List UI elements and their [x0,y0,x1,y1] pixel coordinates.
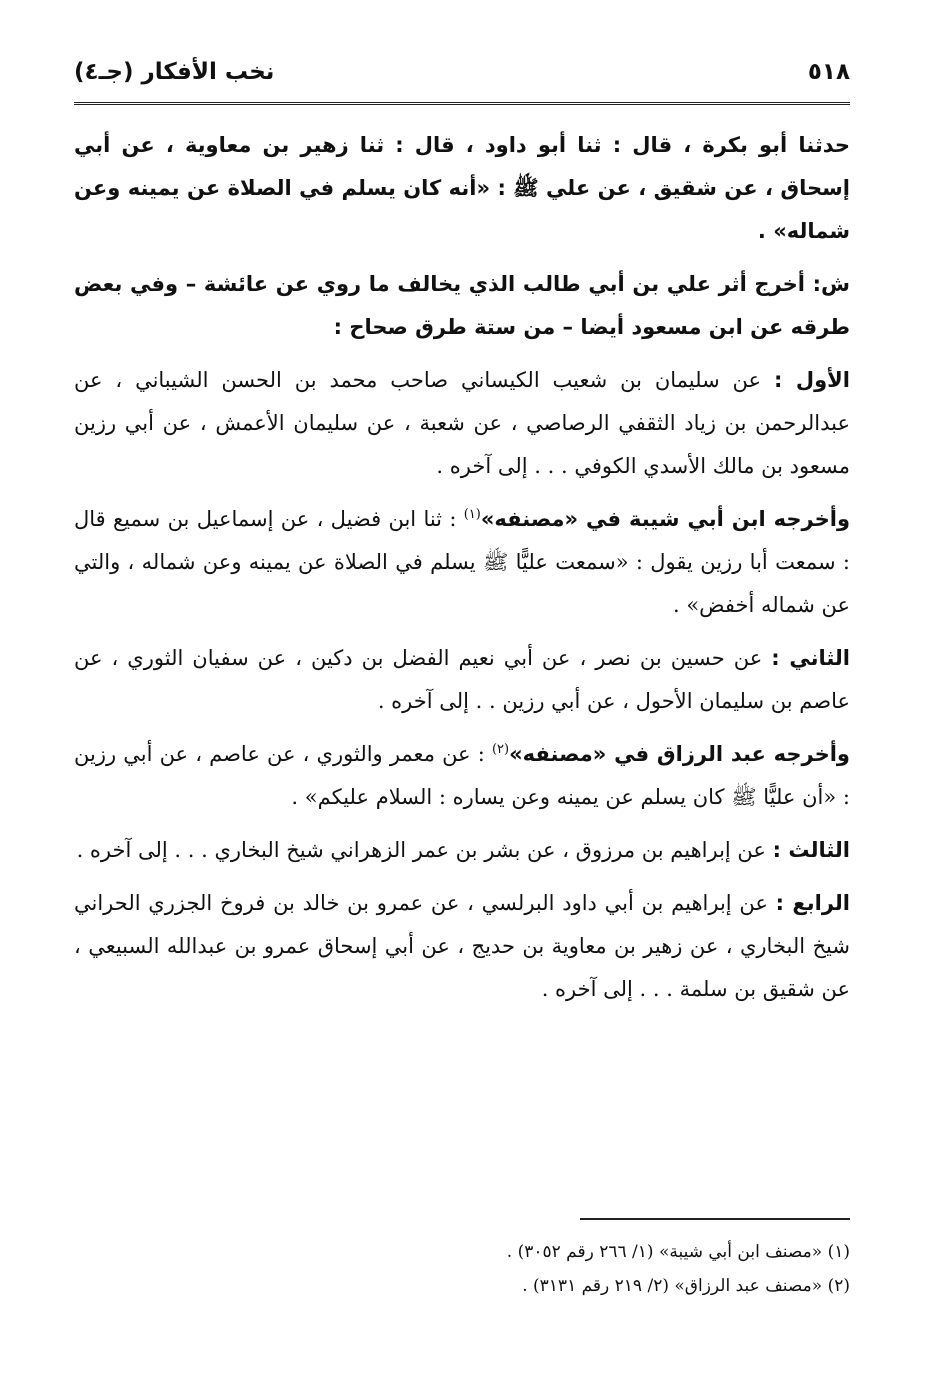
paragraph-text: : عن معمر والثوري ، عن عاصم ، عن أبي رزين : «أن عليًّا ﷺ كان يسلم عن يمينه وعن يساره : السلام عليكم» . [74,742,850,809]
paragraph-hadith [74,124,850,253]
paragraph-first-chain [74,359,850,488]
running-title: نخب الأفكار (جـ٤) [74,59,275,85]
page-number: ٥١٨ [807,59,850,85]
paragraph-text: حدثنا أبو بكرة ، قال : ثنا أبو داود ، قال : ثنا زهير بن معاوية ، عن أبي إسحاق ، عن شقيق ، عن علي ﷺ : «أنه كان يسلم في الصلاة عن يمينه وعن شماله» . [74,133,850,243]
paragraph-second-chain [74,637,850,723]
footnote-divider [580,1218,850,1220]
paragraph-text: ش: أخرج أثر علي بن أبي طالب الذي يخالف ما روي عن عائشة – وفي بعض طرقه عن ابن مسعود أيضا – من ستة طرق صحاح : [74,272,850,339]
paragraph-third-chain [74,829,850,872]
paragraph-lead: الرابع : [775,891,850,915]
main-text [74,124,850,1021]
footnote-ref-2[interactable]: (٢) [491,742,510,757]
footnote-2: (٢) «مصنف عبد الرزاق» (٢/ ٢١٩ رقم ٣١٣١) . [522,1276,850,1296]
book-page [74,50,850,1350]
paragraph-lead: الثالث : [772,838,850,862]
header-divider [74,102,850,105]
paragraph-ibn-abi-shaybah [74,498,850,627]
footnotes [74,1235,850,1303]
paragraph-lead: وأخرجه ابن أبي شيبة في «مصنفه» [480,507,850,531]
footnote-1: (١) «مصنف ابن أبي شيبة» (١/ ٢٦٦ رقم ٣٠٥٢) . [506,1242,850,1262]
paragraph-text: عن حسين بن نصر ، عن أبي نعيم الفضل بن دكين ، عن سفيان الثوري ، عن عاصم بن سليمان الأحول ، عن أبي رزين . . إلى آخره . [74,646,850,713]
paragraph-lead: الأول : [773,368,850,392]
paragraph-text: : ثنا ابن فضيل ، عن إسماعيل بن سميع قال : سمعت أبا رزين يقول : «سمعت عليًّا ﷺ يسلم في الصلاة عن يمينه وعن شماله ، والتي عن شماله أخفض» . [74,507,850,617]
paragraph-lead: الثاني : [771,646,850,670]
paragraph-fourth-chain [74,882,850,1011]
paragraph-text: عن إبراهيم بن مرزوق ، عن بشر بن عمر الزهراني شيخ البخاري . . . إلى آخره . [76,838,773,862]
paragraph-abd-al-razzaq [74,733,850,819]
paragraph-lead: وأخرجه عبد الرزاق في «مصنفه» [509,742,850,766]
paragraph-text: عن إبراهيم بن أبي داود البرلسي ، عن عمرو بن خالد بن فروخ الجزري الحراني شيخ البخاري ، عن زهير بن معاوية بن حديج ، عن أبي إسحاق عمرو بن عبدالله السبيعي ، عن شقيق بن سلمة . . . إلى آخره . [74,891,850,1001]
paragraph-commentary [74,263,850,349]
paragraph-text: عن سليمان بن شعيب الكيساني صاحب محمد بن الحسن الشيباني ، عن عبدالرحمن بن زياد الثقفي الرصاصي ، عن شعبة ، عن سليمان الأعمش ، عن أبي رزين مسعود بن مالك الأسدي الكوفي . . . إلى آخره . [74,368,850,478]
footnote-ref-1[interactable]: (١) [463,507,481,522]
page-header [74,50,850,94]
